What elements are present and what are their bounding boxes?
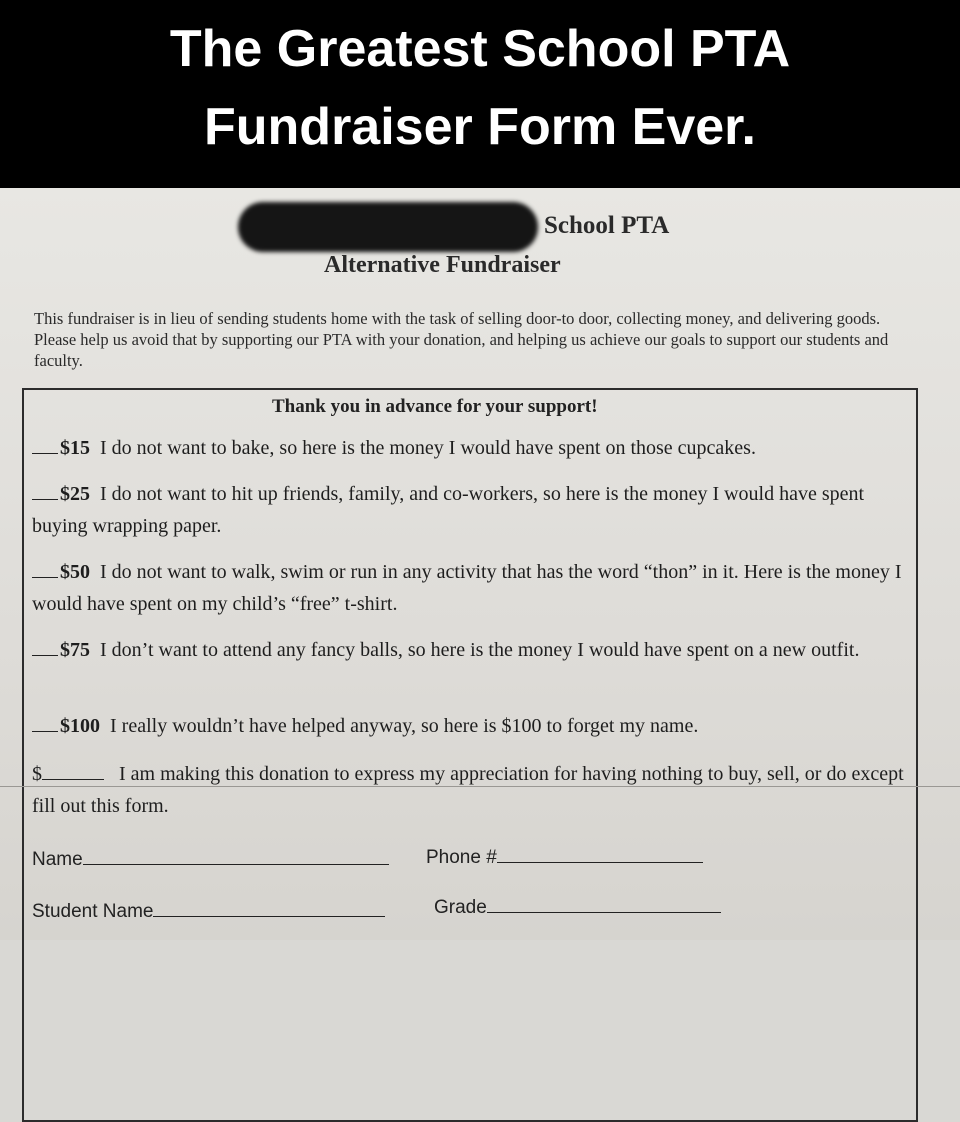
custom-amount-input[interactable]: [42, 761, 104, 780]
donation-option-custom[interactable]: [32, 758, 912, 822]
intro-paragraph: This fundraiser is in lieu of sending students home with the task of selling door-to door, collecting money, and delivering goods. Please help us avoid that by supporting our PTA with your donation, and helping us achieve our goals to support our students and faculty.: [34, 309, 889, 370]
student-name-label: Student Name: [32, 901, 154, 922]
banner-title-line-2: Fundraiser Form Ever.: [204, 98, 756, 156]
donation-option-15[interactable]: [32, 432, 912, 464]
option-amount: $100: [60, 715, 100, 737]
grade-field[interactable]: [434, 894, 721, 919]
option-text: I am making this donation to express my appreciation for having nothing to buy, sell, or do except fill out this form.: [32, 763, 904, 817]
donation-option-100[interactable]: [32, 710, 912, 742]
checkbox-line[interactable]: [32, 435, 58, 454]
checkbox-line[interactable]: [32, 481, 58, 500]
fundraiser-form: [0, 188, 960, 940]
name-label: Name: [32, 849, 83, 870]
custom-amount-prefix: $: [32, 763, 42, 785]
option-text: I really wouldn’t have helped anyway, so here is $100 to forget my name.: [110, 715, 699, 737]
checkbox-line[interactable]: [32, 713, 58, 732]
option-amount: $75: [60, 639, 90, 661]
name-field[interactable]: [32, 846, 389, 871]
donation-option-75[interactable]: [32, 634, 912, 666]
donation-option-25[interactable]: [32, 478, 912, 542]
option-amount: $50: [60, 561, 90, 583]
phone-label: Phone #: [426, 847, 497, 868]
option-text: I do not want to walk, swim or run in any activity that has the word “thon” in it. Here is the money I would have spent on my child’s “free” t-shirt.: [32, 561, 902, 615]
checkbox-line[interactable]: [32, 559, 58, 578]
phone-input-line[interactable]: [497, 844, 703, 863]
option-text: I don’t want to attend any fancy balls, so here is the money I would have spent on a new outfit.: [100, 639, 860, 661]
student-name-input-line[interactable]: [153, 898, 385, 917]
redaction-mark: [238, 202, 538, 252]
form-subtitle: Alternative Fundraiser: [324, 252, 561, 278]
option-amount: $25: [60, 483, 90, 505]
student-name-field[interactable]: [32, 898, 385, 923]
grade-label: Grade: [434, 897, 487, 918]
checkbox-line[interactable]: [32, 637, 58, 656]
banner-title-line-1: The Greatest School PTA: [169, 20, 791, 78]
option-text: I do not want to bake, so here is the money I would have spent on those cupcakes.: [100, 437, 756, 459]
option-amount: $15: [60, 437, 90, 459]
name-input-line[interactable]: [83, 846, 389, 865]
grade-input-line[interactable]: [487, 894, 721, 913]
paper-fold: [0, 786, 960, 787]
donation-option-50[interactable]: [32, 556, 912, 620]
option-text: I do not want to hit up friends, family, and co-workers, so here is the money I would have spent buying wrapping paper.: [32, 483, 865, 537]
school-name: School PTA: [544, 212, 670, 239]
phone-field[interactable]: [426, 844, 703, 869]
thanks-heading: Thank you in advance for your support!: [272, 396, 598, 417]
title-banner: [0, 0, 960, 188]
